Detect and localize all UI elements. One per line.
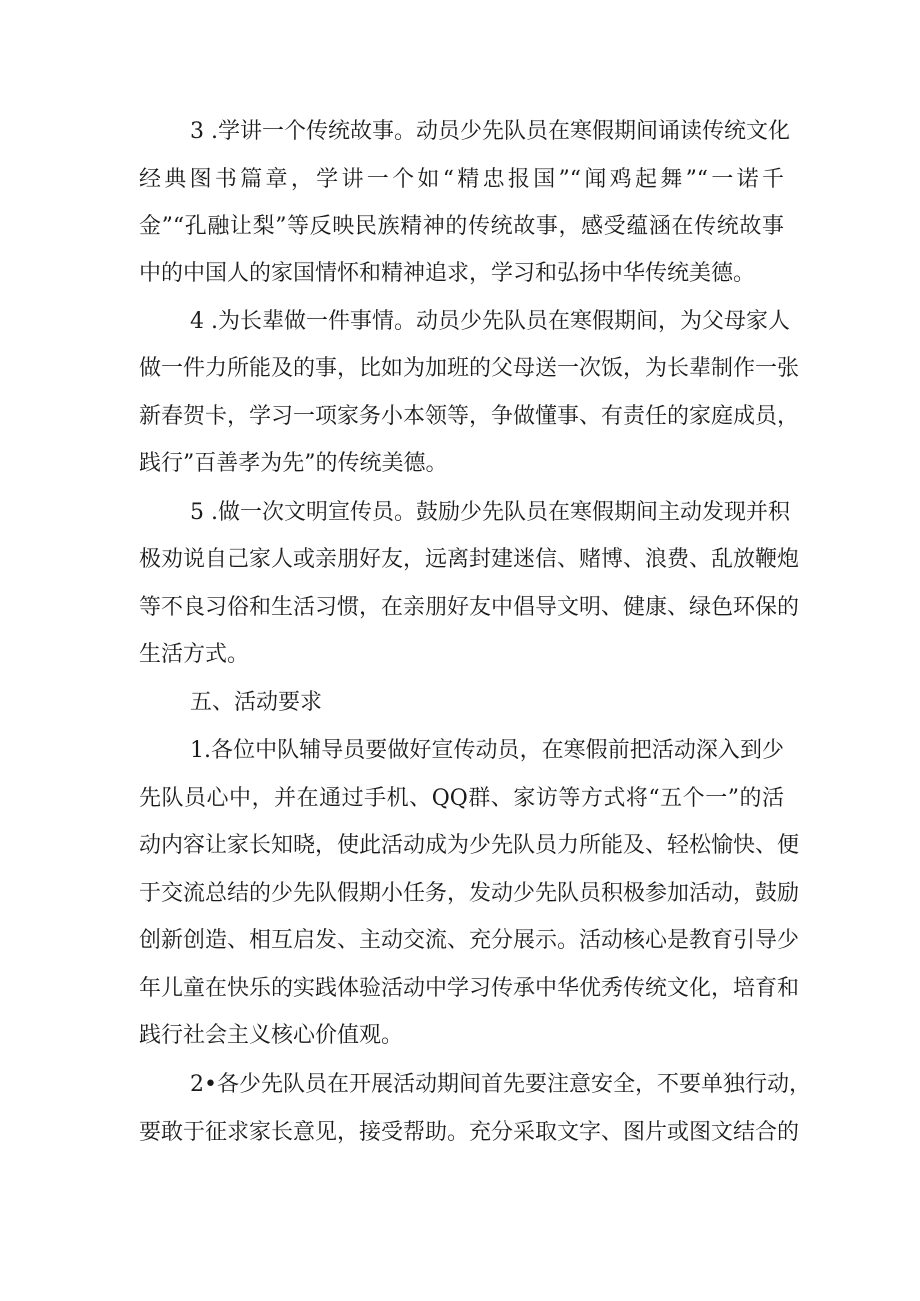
paragraph-line: 生活方式。 [139, 642, 250, 667]
paragraph-line: 中的中国人的家国情怀和精神追求，学习和弘扬中华传统美德。 [139, 261, 756, 286]
paragraph-line: 践行社会主义核心价值观。 [139, 1023, 404, 1048]
paragraph-line: 践行”百善孝为先”的传统美德。 [139, 451, 448, 476]
paragraph-line: 经典图书篇章，学讲一个如“精忠报国”“闻鸡起舞”“一诺千 [139, 167, 784, 192]
paragraph-line: 等不良习俗和生活习惯，在亲朋好友中倡导文明、健康、绿色环保的 [139, 595, 800, 620]
paragraph-line: 金”“孔融让梨”等反映民族精神的传统故事，感受蕴涵在传统故事 [139, 214, 784, 239]
paragraph-line: 于交流总结的少先队假期小任务，发动少先队员积极参加活动，鼓励 [139, 881, 800, 906]
section-heading: 五、活动要求 [190, 690, 323, 715]
paragraph-line: 做一件力所能及的事，比如为加班的父母送一次饭，为长辈制作一张 [139, 356, 800, 381]
paragraph-line: 先队员心中，并在通过手机、QQ群、家访等方式将“五个一”的活 [139, 786, 784, 811]
paragraph-line: 新春贺卡，学习一项家务小本领等，争做懂事、有责任的家庭成员， [139, 404, 800, 429]
paragraph-line: 5 .做一次文明宣传员。鼓励少先队员在寒假期间主动发现并积 [190, 500, 790, 525]
paragraph-line: 3 .学讲一个传统故事。动员少先队员在寒假期间诵读传统文化 [190, 119, 790, 144]
paragraph-line: 4 .为长辈做一件事情。动员少先队员在寒假期间，为父母家人 [190, 309, 790, 334]
paragraph-line: 年儿童在快乐的实践体验活动中学习传承中华优秀传统文化，培育和 [139, 976, 800, 1001]
paragraph-line: 极劝说自己家人或亲朋好友，远离封建迷信、赌博、浪费、乱放鞭炮 [139, 547, 800, 572]
paragraph-line: 要敢于征求家长意见，接受帮助。充分采取文字、图片或图文结合的 [139, 1120, 800, 1145]
paragraph-line: 2•各少先队员在开展活动期间首先要注意安全，不要单独行动， [190, 1072, 811, 1097]
paragraph-line: 创新创造、相互启发、主动交流、充分展示。活动核心是教育引导少 [139, 928, 800, 953]
paragraph-line: 1.各位中队辅导员要做好宣传动员，在寒假前把活动深入到少 [190, 738, 784, 763]
paragraph-line: 动内容让家长知晓，使此活动成为少先队员力所能及、轻松愉快、便 [139, 833, 800, 858]
